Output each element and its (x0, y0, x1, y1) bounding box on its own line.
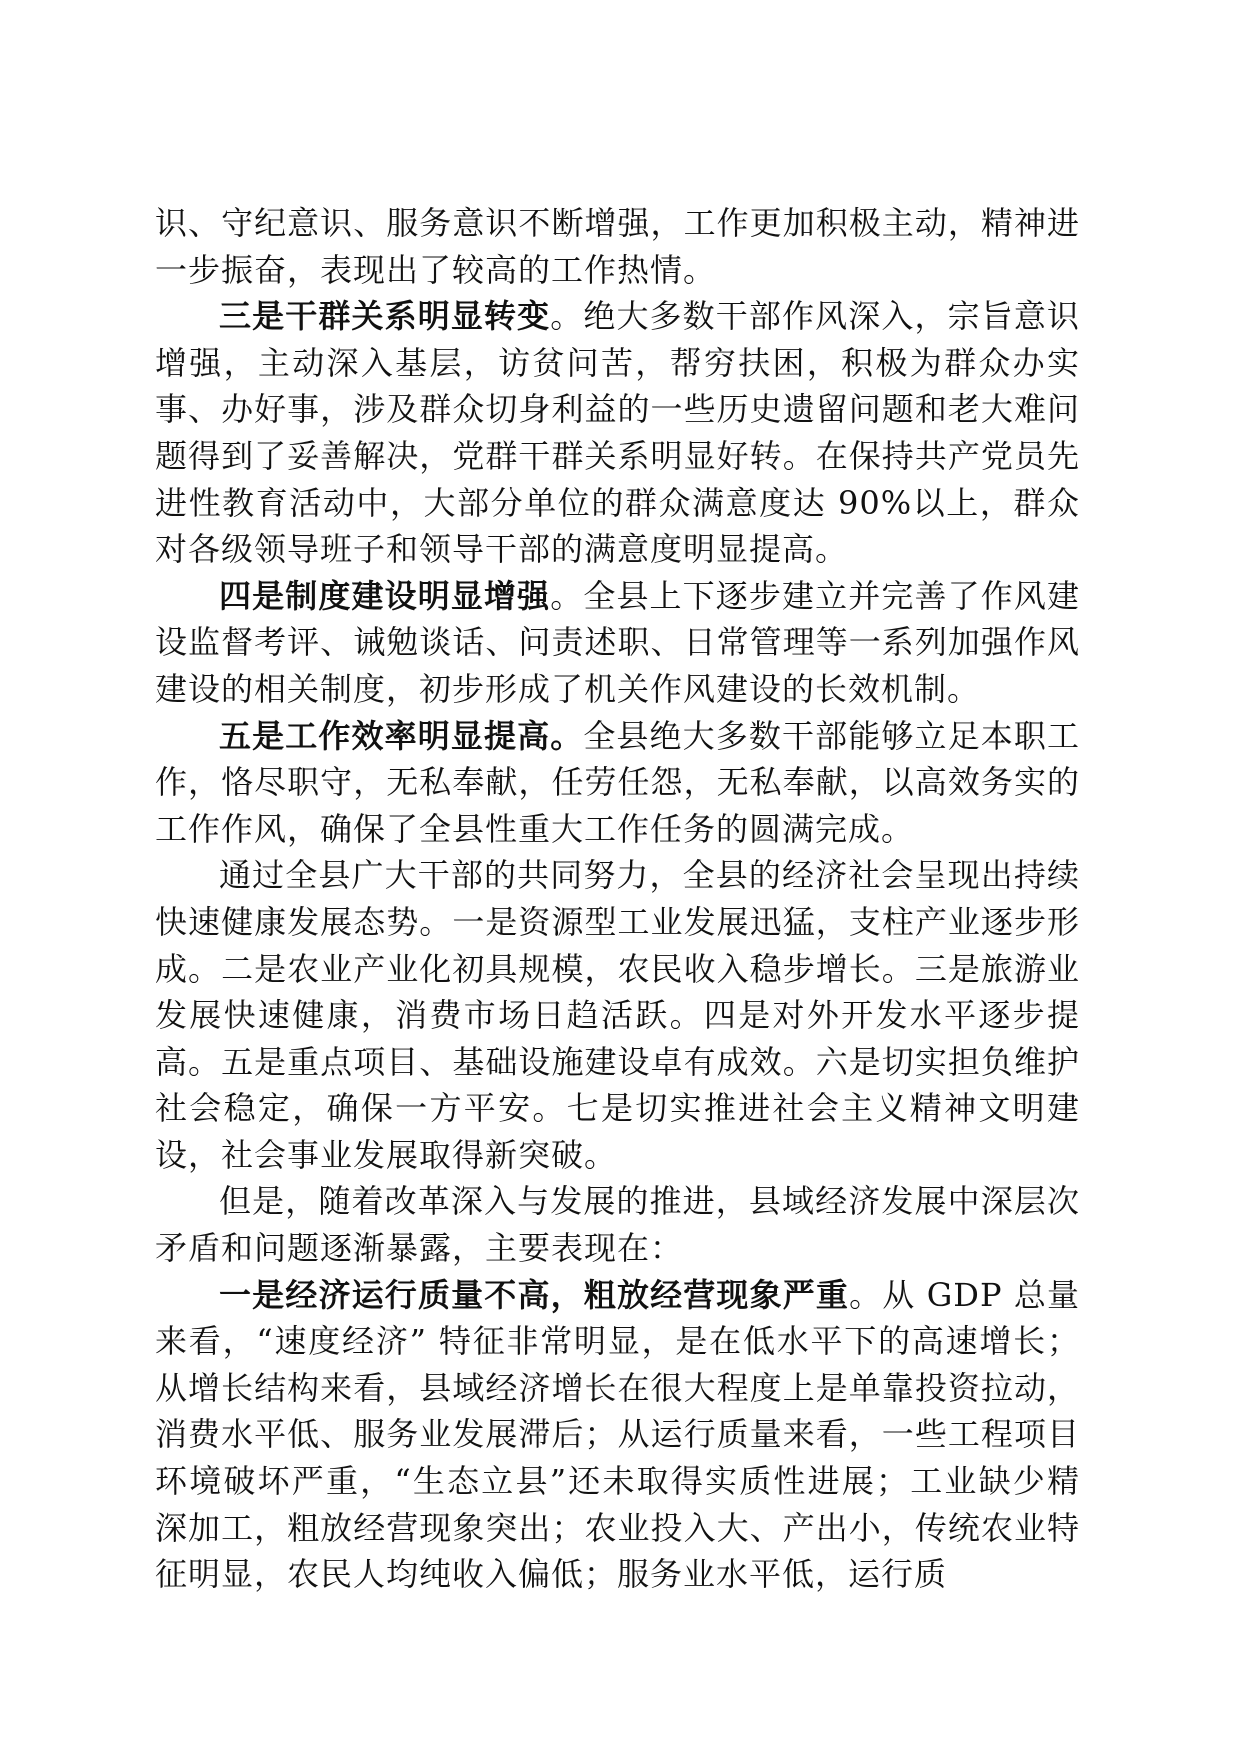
paragraph-body: 。从 GDP 总量来看，“速度经济” 特征非常明显，是在低水平下的高速增长；从增长结构来看，县域经济增长在很大程度上是单靠投资拉动，消费水平低、服务业发展滞后；从运行质量来看，一些工程项目环境破坏严重，“生态立县”还未取得实质性进展；工业缺少精深加工，粗放经营现象突出；农业投入大、产出小，传统农业特征明显，农民人均纯收入偏低；服务业水平低，运行质 (155, 1275, 1080, 1594)
paragraph-lead-heading: 一是经济运行质量不高，粗放经营现象严重 (219, 1275, 850, 1314)
paragraph-lead-heading: 五是工作效率明显提高。 (219, 716, 584, 755)
paragraph-system-building (155, 573, 1080, 713)
paragraph-body: 识、守纪意识、服务意识不断增强，工作更加积极主动，精神进一步振奋，表现出了较高的工作热情。 (155, 204, 1080, 289)
paragraph-work-efficiency (155, 713, 1080, 853)
paragraph-body: 通过全县广大干部的共同努力，全县的经济社会呈现出持续快速健康发展态势。一是资源型工业发展迅猛，支柱产业逐步形成。二是农业产业化初具规模，农民收入稳步增长。三是旅游业发展快速健康，消费市场日趋活跃。四是对外开发水平逐步提高。五是重点项目、基础设施建设卓有成效。六是切实担负维护社会稳定，确保一方平安。七是切实推进社会主义精神文明建设，社会事业发展取得新突破。 (155, 856, 1080, 1174)
paragraph-problems-intro (155, 1178, 1080, 1271)
paragraph-lead-heading: 三是干群关系明显转变 (219, 297, 551, 336)
paragraph-cadre-relations (155, 293, 1080, 573)
paragraph-body: 。全县上下逐步建立并完善了作风建设监督考评、诫勉谈话、问责述职、日常管理等一系列加强作风建设的相关制度，初步形成了机关作风建设的长效机制。 (155, 576, 1080, 708)
paragraph-body: 但是，随着改革深入与发展的推进，县域经济发展中深层次矛盾和问题逐渐暴露，主要表现在： (155, 1182, 1080, 1268)
paragraph-continuation (155, 200, 1080, 293)
paragraph-development-summary (155, 852, 1080, 1178)
paragraph-lead-heading: 四是制度建设明显增强 (219, 576, 551, 615)
paragraph-body: 全县绝大多数干部能够立足本职工作，恪尽职守，无私奉献，任劳任怨，无私奉献，以高效务实的工作作风，确保了全县性重大工作任务的圆满完成。 (155, 716, 1080, 848)
paragraph-body: 。绝大多数干部作风深入，宗旨意识增强，主动深入基层，访贫问苦，帮穷扶困，积极为群众办实事、办好事，涉及群众切身利益的一些历史遗留问题和老大难问题得到了妥善解决，党群干群关系明显好转。在保持共产党员先进性教育活动中，大部分单位的群众满意度达 90%以上，群众对各级领导班子和领导干部的满意度明显提高。 (155, 297, 1080, 569)
paragraph-economic-quality (155, 1272, 1080, 1598)
document-body (155, 200, 1080, 1598)
